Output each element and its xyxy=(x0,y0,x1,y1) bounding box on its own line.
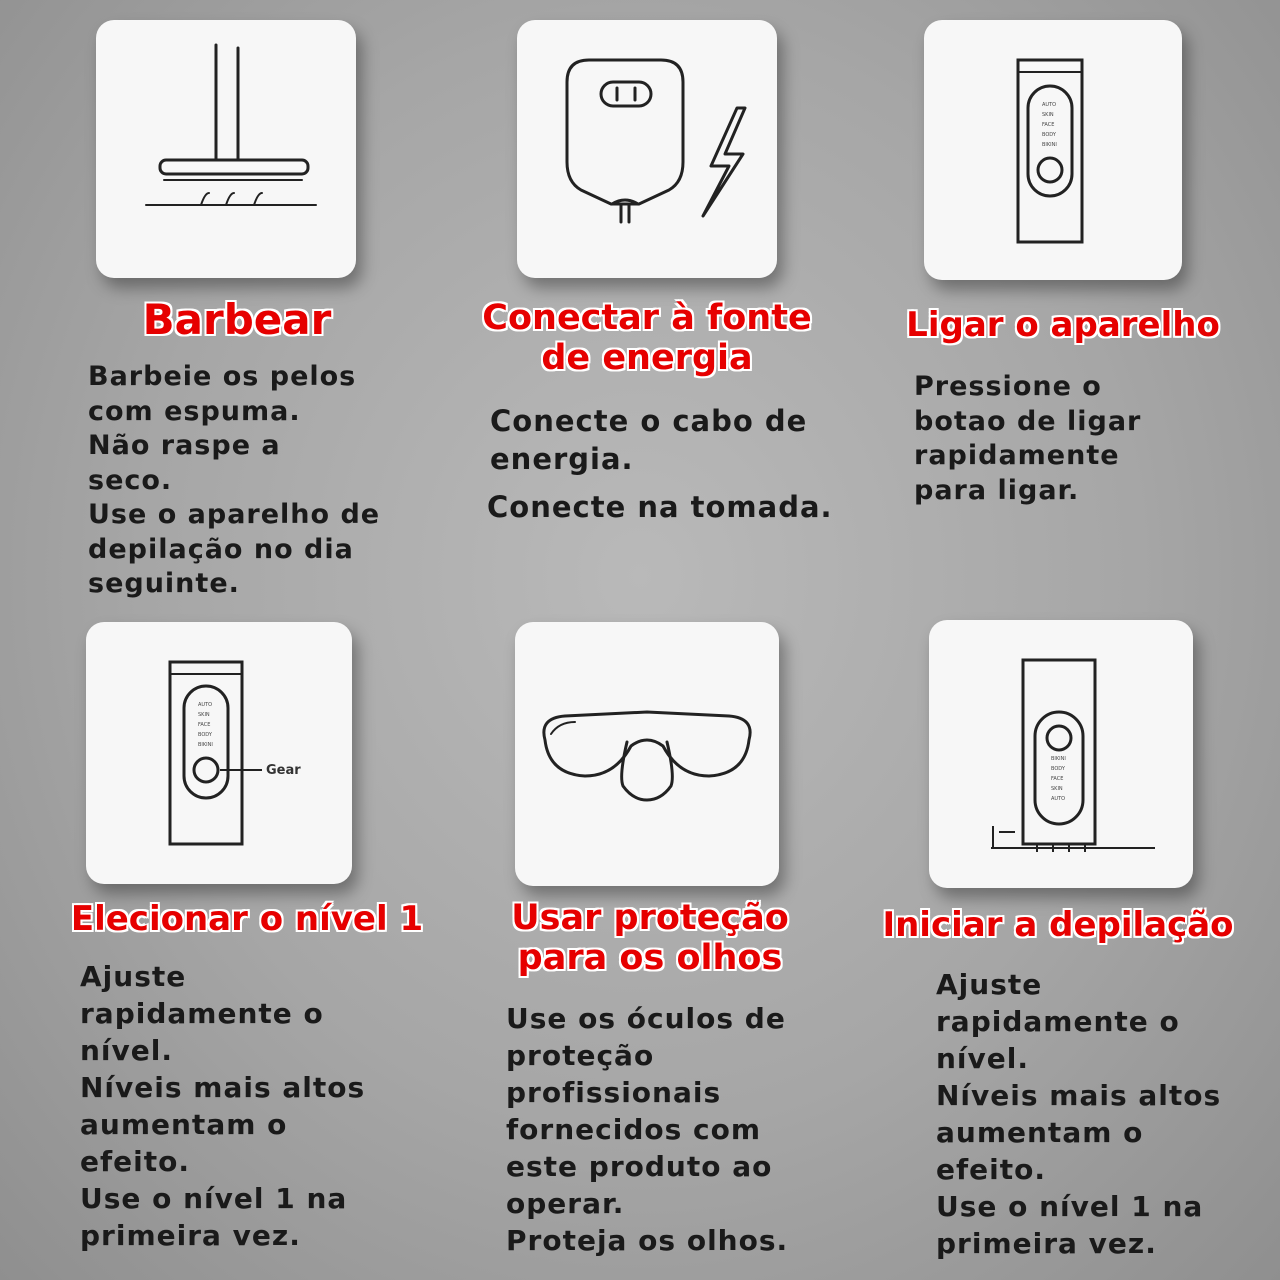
svg-text:SKIN: SKIN xyxy=(1042,112,1054,118)
step-description: Use os óculos de proteção profissionais fornecidos com este produto ao operar. Proteja os olhos. xyxy=(506,1002,789,1257)
step-description: Ajuste rapidamente o nível. Níveis mais altos aumentam o efeito. Use o nível 1 na primeira vez. xyxy=(936,968,1222,1260)
svg-text:FACE: FACE xyxy=(1051,776,1064,782)
card-eye-protection xyxy=(515,622,779,886)
step-title: Ligar o aparelho xyxy=(906,305,1220,345)
gear-label: Gear xyxy=(266,763,301,778)
razor-icon xyxy=(96,20,356,278)
svg-text:BODY: BODY xyxy=(1042,132,1056,138)
step-description: Barbeie os pelos com espuma. Não raspe a seco. Use o aparelho de depilação no dia seguinte. xyxy=(88,361,381,599)
svg-text:BODY: BODY xyxy=(198,732,212,738)
step-title: Usar proteção para os olhos xyxy=(511,898,789,979)
svg-text:AUTO: AUTO xyxy=(1051,796,1066,802)
card-select-level xyxy=(86,622,352,884)
svg-text:BIKINI: BIKINI xyxy=(1042,142,1057,148)
step-title: Elecionar o nível 1 xyxy=(70,899,424,939)
svg-text:SKIN: SKIN xyxy=(1051,786,1063,792)
svg-text:BIKINI: BIKINI xyxy=(198,742,213,748)
svg-text:AUTO: AUTO xyxy=(1042,102,1057,108)
card-turn-on xyxy=(924,20,1182,280)
svg-text:BODY: BODY xyxy=(1051,766,1065,772)
card-start-removal xyxy=(929,620,1193,888)
device-icon xyxy=(924,20,1182,280)
power-plug-icon xyxy=(517,20,777,278)
card-power xyxy=(517,20,777,278)
step-description: Conecte o cabo de energia. Conecte na tomada. xyxy=(487,404,833,524)
svg-text:AUTO: AUTO xyxy=(198,702,213,708)
svg-text:SKIN: SKIN xyxy=(198,712,210,718)
goggles-icon xyxy=(515,622,779,886)
svg-text:FACE: FACE xyxy=(1042,122,1055,128)
device-on-skin-icon xyxy=(929,620,1193,888)
device-gear-icon xyxy=(86,622,352,884)
step-description: Ajuste rapidamente o nível. Níveis mais altos aumentam o efeito. Use o nível 1 na primeira vez. xyxy=(80,960,366,1252)
step-title: Conectar à fonte de energia xyxy=(482,298,812,379)
svg-text:FACE: FACE xyxy=(198,722,211,728)
step-title: Barbear xyxy=(142,295,332,344)
svg-text:BIKINI: BIKINI xyxy=(1051,756,1066,762)
step-description: Pressione o botao de ligar rapidamente para ligar. xyxy=(914,371,1142,506)
card-shave xyxy=(96,20,356,278)
step-title: Iniciar a depilação xyxy=(882,905,1234,945)
